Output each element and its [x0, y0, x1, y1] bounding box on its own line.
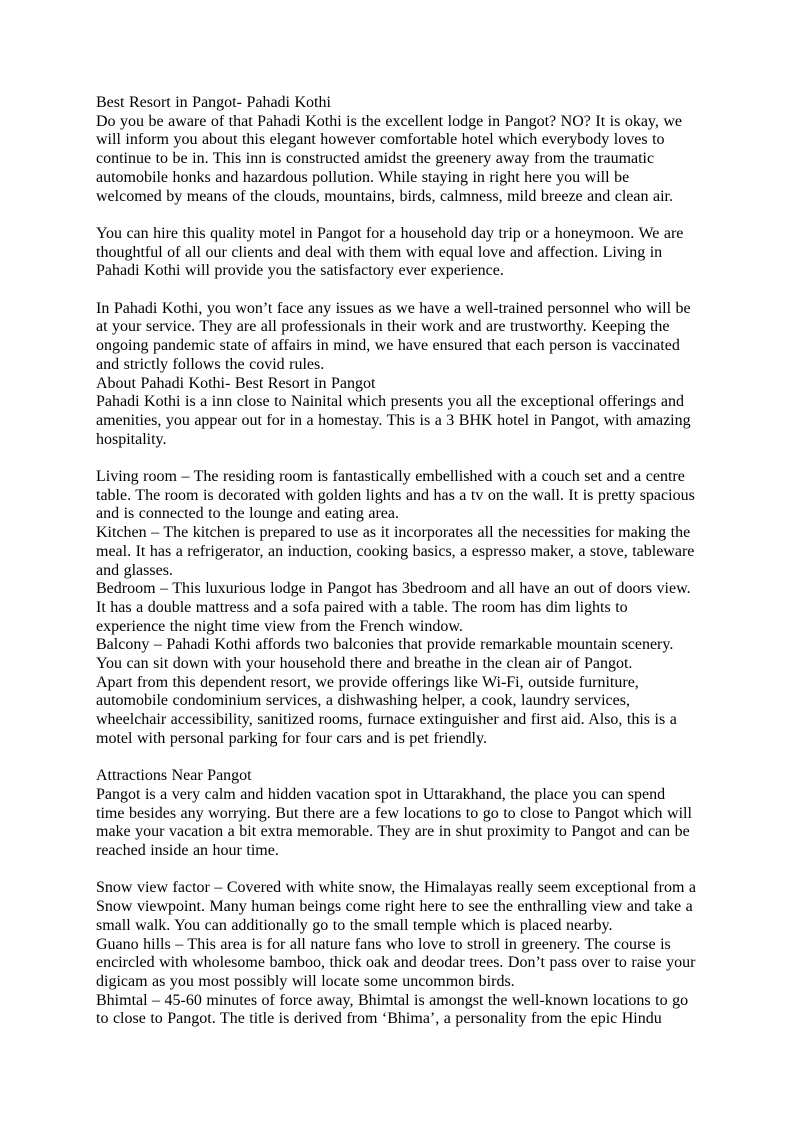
blank-line: [96, 861, 698, 880]
document-body: [96, 94, 698, 1029]
section-heading-line: About Pahadi Kothi- Best Resort in Pangot: [96, 374, 376, 392]
blank-line: [96, 749, 698, 768]
paragraph: Do you be aware of that Pahadi Kothi is the excellent lodge in Pangot? NO? It is okay, we will inform you about this elegant however comfortable hotel which everybody loves to continue to be in. This inn is constructed amidst the greenery away from the traumatic automobile honks and hazardous pollution. While staying in right here you will be welcomed by means of the clouds, mountains, birds, calmness, mild breeze and clean air.: [96, 112, 683, 205]
paragraph-bedroom: Bedroom – This luxurious lodge in Pangot has 3bedroom and all have an out of doors view. It has a double mattress and a sofa paired with a table. The room has dim lights to experience the night time view from the French window.: [96, 580, 691, 635]
blank-line: [96, 206, 698, 225]
paragraph-living-room: Living room – The residing room is fantastically embellished with a couch set and a centre table. The room is decorated with golden lights and has a tv on the wall. It is pretty spacious and is connected to the lounge and eating area.: [96, 468, 695, 523]
blank-line: [96, 281, 698, 300]
paragraph-amenities: Apart from this dependent resort, we provide offerings like Wi-Fi, outside furniture, automobile condominium services, a dishwashing helper, a cook, laundry services, wheelchair accessibility, sanitized rooms, furnace extinguisher and first aid. Also, this is a motel with personal parking for four cars and is pet friendly.: [96, 673, 677, 747]
paragraph: In Pahadi Kothi, you won’t face any issues as we have a well-trained personnel who will be at your service. They are all professionals in their work and are trustworthy. Keeping the ongoing pandemic state of affairs in mind, we have ensured that each person is vaccinated and strictly follows the covid rules.: [96, 299, 691, 373]
paragraph-guano-hills: Guano hills – This area is for all nature fans who love to stroll in greenery. The course is encircled with wholesome bamboo, thick oak and deodar trees. Don’t pass over to raise your digicam as you most possibly will locate some uncommon birds.: [96, 935, 696, 990]
paragraph-balcony: Balcony – Pahadi Kothi affords two balconies that provide remarkable mountain scenery. You can sit down with your household there and breathe in the clean air of Pangot.: [96, 636, 674, 673]
paragraph: You can hire this quality motel in Pangot for a household day trip or a honeymoon. We are thoughtful of all our clients and deal with them with equal love and affection. Living in Pahadi Kothi will provide you the satisfactory ever experience.: [96, 224, 684, 280]
paragraph-kitchen: Kitchen – The kitchen is prepared to use as it incorporates all the necessities for making the meal. It has a refrigerator, an induction, cooking basics, a espresso maker, a stove, tableware and glasses.: [96, 524, 695, 579]
paragraph: Pahadi Kothi is a inn close to Nainital which presents you all the exceptional offerings and amenities, you appear out for in a homestay. This is a 3 BHK hotel in Pangot, with amazing hospitality.: [96, 393, 691, 448]
paragraph: Pangot is a very calm and hidden vacation spot in Uttarakhand, the place you can spend time besides any worrying. But there are a few locations to go to close to Pangot which will make your vacation a bit extra memorable. They are in shut proximity to Pangot and can be reached inside an hour time.: [96, 785, 692, 860]
document-title-line: Best Resort in Pangot- Pahadi Kothi: [96, 94, 331, 111]
paragraph-bhimtal: Bhimtal – 45-60 minutes of force away, Bhimtal is amongst the well-known locations to go to close to Pangot. The title is derived from ‘Bhima’, a personality from the epic Hindu: [96, 991, 689, 1028]
blank-line: [96, 449, 698, 468]
paragraph-snow-view: Snow view factor – Covered with white snow, the Himalayas really seem exceptional from a Snow viewpoint. Many human beings come right here to see the enthralling view and take a small walk. You can additionally go to the small temple which is placed nearby.: [96, 879, 697, 934]
section-heading-line: Attractions Near Pangot: [96, 767, 252, 785]
